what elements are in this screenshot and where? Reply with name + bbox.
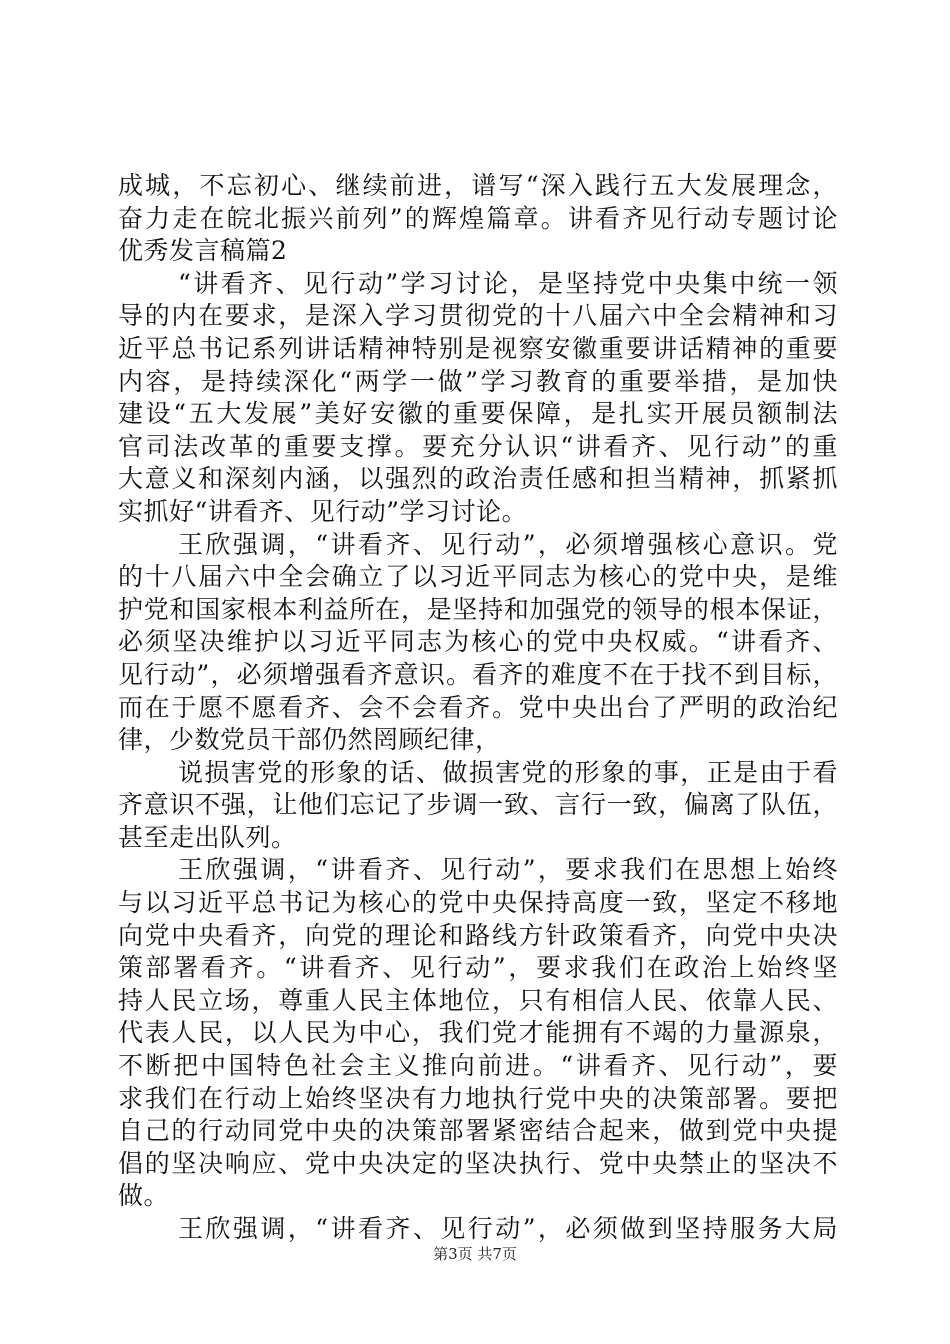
text-line: 而在于愿不愿看齐、会不会看齐。党中央出台了严明的政治纪 — [118, 692, 838, 722]
text-line: 大意义和深刻内涵，以强烈的政治责任感和担当精神，抓紧抓 — [118, 464, 838, 494]
text-line: 王欣强调，“讲看齐、见行动”，必须做到坚持服务大局 — [178, 1214, 838, 1243]
text-line: 的十八届六中全会确立了以习近平同志为核心的党中央，是维 — [118, 562, 838, 592]
text-line: 说损害党的形象的话、做损害党的形象的事，正是由于看 — [178, 757, 838, 787]
text-line: 护党和国家根本利益所在，是坚持和加强党的领导的根本保证， — [118, 594, 838, 624]
text-line: 做。 — [118, 1181, 170, 1211]
text-line: 近平总书记系列讲话精神特别是视察安徽重要讲话精神的重要 — [118, 333, 838, 363]
text-line: 求我们在行动上始终坚决有力地执行党中央的决策部署。要把 — [118, 1083, 838, 1113]
text-line: 与以习近平总书记为核心的党中央保持高度一致，坚定不移地 — [118, 888, 838, 918]
text-line: 内容，是持续深化“两学一做”学习教育的重要举措，是加快 — [118, 366, 838, 396]
text-line: 实抓好“讲看齐、见行动”学习讨论。 — [118, 496, 528, 526]
text-line: 必须坚决维护以习近平同志为核心的党中央权威。“讲看齐、 — [118, 627, 838, 657]
text-line: 策部署看齐。“讲看齐、见行动”，要求我们在政治上始终坚 — [118, 953, 838, 983]
text-line: 建设“五大发展”美好安徽的重要保障，是扎实开展员额制法 — [118, 399, 838, 429]
text-line: 成城，不忘初心、继续前进，谱写“深入践行五大发展理念， — [118, 171, 838, 200]
text-line: 律，少数党员干部仍然罔顾纪律， — [118, 725, 501, 755]
text-line: 官司法改革的重要支撑。要充分认识“讲看齐、见行动”的重 — [118, 431, 838, 461]
text-line: 王欣强调，“讲看齐、见行动”，必须增强核心意识。党 — [178, 529, 838, 559]
text-line: 奋力走在皖北振兴前列”的辉煌篇章。讲看齐见行动专题讨论 — [118, 203, 838, 233]
text-line: 不断把中国特色社会主义推向前进。“讲看齐、见行动”，要 — [118, 1051, 838, 1081]
text-line: 甚至走出队列。 — [118, 822, 297, 852]
text-line: 倡的坚决响应、党中央决定的坚决执行、党中央禁止的坚决不 — [118, 1148, 838, 1178]
text-line: 自己的行动同党中央的决策部署紧密结合起来，做到党中央提 — [118, 1116, 838, 1146]
text-line: 导的内在要求，是深入学习贯彻党的十八届六中全会精神和习 — [118, 301, 838, 331]
text-line: 代表人民，以人民为中心，我们党才能拥有不竭的力量源泉， — [118, 1018, 838, 1048]
document-body — [118, 170, 838, 1246]
text-line: “讲看齐、见行动”学习讨论，是坚持党中央集中统一领 — [178, 268, 838, 298]
text-line: 优秀发言稿篇2 — [118, 236, 288, 266]
page-number-footer: 第3页 共7页 — [433, 1245, 517, 1263]
text-line: 见行动”，必须增强看齐意识。看齐的难度不在于找不到目标， — [118, 659, 838, 689]
text-line: 持人民立场，尊重人民主体地位，只有相信人民、依靠人民、 — [118, 985, 838, 1015]
text-line: 王欣强调，“讲看齐、见行动”，要求我们在思想上始终 — [178, 855, 838, 885]
text-line: 向党中央看齐，向党的理论和路线方针政策看齐，向党中央决 — [118, 920, 838, 950]
text-line: 齐意识不强，让他们忘记了步调一致、言行一致，偏离了队伍， — [118, 790, 838, 820]
